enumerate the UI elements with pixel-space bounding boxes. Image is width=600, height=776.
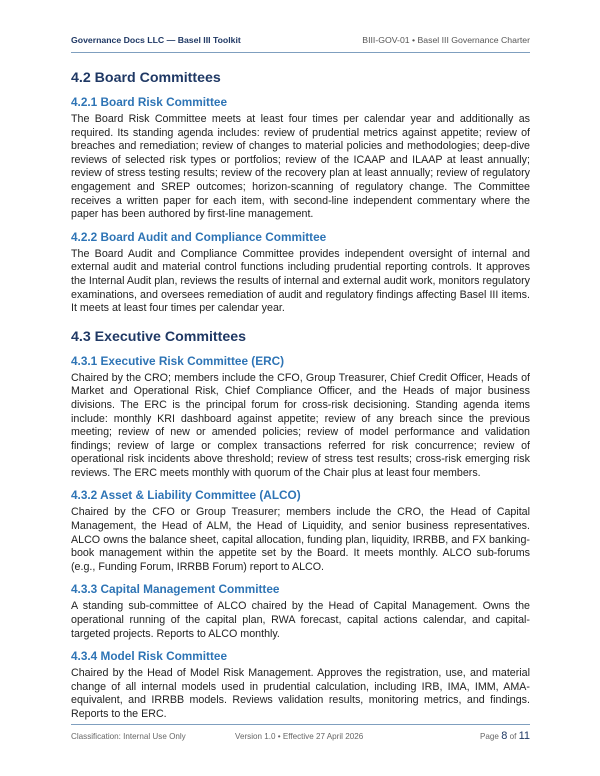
subsection-heading: 4.3.3 Capital Management Committee: [71, 582, 280, 597]
footer-classification: Classification: Internal Use Only: [71, 732, 186, 741]
page-label: Page: [480, 732, 499, 741]
paragraph: Chaired by the Head of Model Risk Management. Approves the registration, use, and material change of all internal models used in prudential calculation, including IRB, IMA, IMM, AMA-equivalent, and IRRBB models. Reviews validation results, monitoring metrics, and findings. Reports to the ERC.: [71, 667, 530, 720]
section-heading: 4.3 Executive Committees: [71, 328, 247, 345]
subsection-heading: 4.3.1 Executive Risk Committee (ERC): [71, 353, 285, 368]
page-total: 11: [518, 730, 530, 742]
paragraph: A standing sub-committee of ALCO chaired by the Head of Capital Management. Owns the operational running of the capital plan, RWA forecast, capital actions calendar, and capital-targeted projects. Reports to ALCO monthly.: [71, 600, 530, 640]
footer-version: Version 1.0 • Effective 27 April 2026: [235, 732, 364, 741]
subsection-heading: 4.3.2 Asset & Liability Committee (ALCO): [71, 488, 301, 503]
page-of-label: of: [509, 732, 517, 741]
page-footer: [71, 724, 530, 742]
document-body: [71, 66, 530, 722]
header-doc-id: BIII-GOV-01 • Basel III Governance Charter: [362, 35, 530, 45]
page-header: [71, 32, 530, 53]
subsection-heading: 4.3.4 Model Risk Committee: [71, 649, 228, 664]
page-current: 8: [501, 730, 508, 742]
page-number: [480, 730, 530, 742]
paragraph: The Board Risk Committee meets at least four times per calendar year and additionally as required. Its standing agenda includes: review of prudential metrics against appetite; review of breaches and remediation; review of changes to material policies and methodologies; deep-dive reviews of selected risk types or portfolios; review of the ICAAP and ILAAP at least annually; review of stress testing results; review of the recovery plan at least annually; review of regulatory engagement and SREP outcomes; horizon-scanning of regulatory change. The Committee receives a written paper for each item, with second-line independent commentary where the paper has been authored by first-line management.: [71, 113, 530, 221]
paragraph: Chaired by the CRO; members include the CFO, Group Treasurer, Chief Credit Officer, Heads of Market and Operational Risk, Chief Compliance Officer, and the Heads of major business divisions. The ERC is the principal forum for cross-risk decisioning. Standing agenda items include: monthly KRI dashboard against appetite; review of any breach since the previous meeting; review of new or amended policies; review of model performance and validation findings; review of large or complex transactions referred for risk concurrence; review of operational risk incidents above threshold; review of stress test results; cross-risk emerging risk reviews. The ERC meets monthly with quorum of the Chair plus at least four members.: [71, 371, 530, 479]
paragraph: Chaired by the CFO or Group Treasurer; members include the CRO, the Head of Capital Management, the Head of ALM, the Head of Liquidity, and senior business representatives. ALCO owns the balance sheet, capital allocation, funding plan, liquidity, IRRBB, and FX banking-book management within the appetite set by the Board. It meets monthly. ALCO sub-forums (e.g., Funding Forum, IRRBB Forum) report to ALCO.: [71, 506, 530, 573]
subsection-heading: 4.2.2 Board Audit and Compliance Committee: [71, 229, 327, 244]
section-heading: 4.2 Board Committees: [71, 70, 221, 86]
header-publisher: Governance Docs LLC — Basel III Toolkit: [71, 35, 241, 45]
paragraph: The Board Audit and Compliance Committee provides independent oversight of internal and external audit and material control functions including prudential reporting controls. It approves the Internal Audit plan, reviews the results of internal and external audit work, monitors regulatory examinations, and oversees remediation of audit and regulatory findings affecting Basel III items. It meets at least four times per calendar year.: [71, 247, 530, 315]
subsection-heading: 4.2.1 Board Risk Committee: [71, 95, 228, 109]
